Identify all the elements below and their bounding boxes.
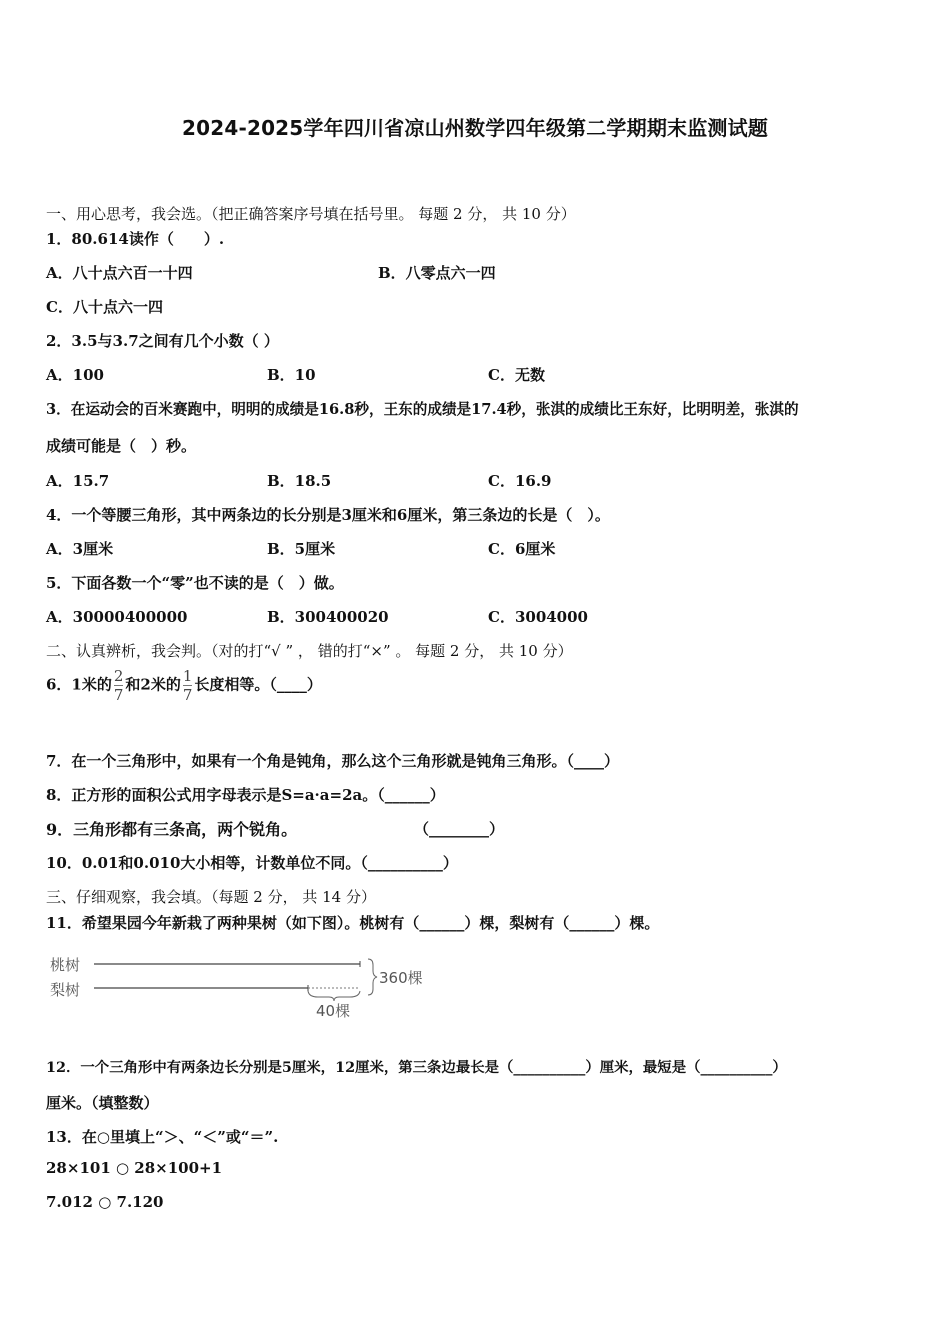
total-brace [368, 959, 377, 995]
question-2: 2．3.5与3.7之间有几个小数（ ） [46, 332, 279, 350]
difference-label: 40棵 [316, 1002, 351, 1020]
q4-option-b: B．5厘米 [267, 540, 336, 558]
question-10: 10．0.01和0.010大小相等，计数单位不同。（__________） [46, 854, 458, 872]
section-3-heading: 三、仔细观察，我会填。（每题 2 分， 共 14 分） [46, 888, 376, 906]
q3-option-c: C．16.9 [488, 472, 552, 490]
q6-text-pre: 6．1米的 [46, 675, 112, 694]
question-8: 8．正方形的面积公式用字母表示是S=a·a=2a。（______） [46, 786, 445, 804]
question-13: 13．在○里填上“＞、“＜”或“＝”. [46, 1128, 279, 1146]
page-title: 2024-2025学年四川省凉山州数学四年级第二学期期末监测试题 [181, 116, 769, 140]
q1-option-a: A．八十点六百一十四 [46, 264, 193, 282]
q1-option-c: C．八十点六一四 [46, 298, 163, 316]
q3-option-a: A．15.7 [46, 472, 110, 490]
section-2-heading: 二、认真辨析，我会判。（对的打“√ ” ， 错的打“×” 。 每题 2 分， 共 10 分） [46, 642, 573, 660]
q6-text-post: 长度相等。（____） [194, 675, 322, 694]
q2-option-c: C．无数 [488, 366, 545, 384]
q13-comparison-1: 28×101 ○ 28×100+1 [46, 1159, 223, 1177]
q2-option-b: B．10 [267, 366, 316, 384]
question-3-cont: 成绩可能是（ ）秒。 [46, 437, 197, 455]
q9-answer-blank: （________） [414, 820, 505, 838]
question-12-cont: 厘米。（填整数） [46, 1094, 159, 1112]
q4-option-a: A．3厘米 [46, 540, 114, 558]
question-6 [46, 668, 322, 703]
question-4: 4．一个等腰三角形，其中两条边的长分别是3厘米和6厘米，第三条边的长是（ ）。 [46, 506, 610, 524]
fraction-numerator: 1 [182, 667, 193, 685]
fraction-two-sevenths [114, 668, 124, 703]
label-pear-trees: 梨树 [50, 981, 81, 999]
fraction-denominator: 7 [182, 686, 193, 704]
fraction-denominator: 7 [113, 686, 124, 704]
question-7: 7．在一个三角形中，如果有一个角是钝角，那么这个三角形就是钝角三角形。（____） [46, 752, 619, 770]
fraction-numerator: 2 [113, 667, 124, 685]
question-12: 12．一个三角形中有两条边长分别是5厘米，12厘米，第三条边最长是（__________）厘米，最短是（__________） [46, 1059, 787, 1076]
q4-option-c: C．6厘米 [488, 540, 556, 558]
question-9: 9．三角形都有三条高，两个锐角。 [46, 820, 298, 839]
section-1-heading: 一、用心思考，我会选。（把正确答案序号填在括号里。 每题 2 分， 共 10 分） [46, 205, 576, 223]
total-label: 360棵 [379, 969, 423, 987]
question-5: 5．下面各数一个“零”也不读的是（ ）做。 [46, 574, 344, 592]
q6-text-mid: 和2米的 [125, 675, 181, 694]
question-3: 3．在运动会的百米赛跑中，明明的成绩是16.8秒，王东的成绩是17.4秒，张淇的成绩比王东好，比明明差，张淇的 [46, 401, 799, 418]
question-1: 1．80.614读作（ ）. [46, 230, 225, 248]
fruit-tree-line-diagram [46, 948, 446, 1026]
q2-option-a: A．100 [46, 366, 104, 384]
q5-option-a: A．30000400000 [46, 608, 188, 626]
question-11: 11．希望果园今年新栽了两种果树（如下图）。桃树有（______）棵，梨树有（______）棵。 [46, 914, 660, 932]
fraction-one-seventh [183, 668, 193, 703]
q5-option-c: C．3004000 [488, 608, 588, 626]
q5-option-b: B．300400020 [267, 608, 389, 626]
q3-option-b: B．18.5 [267, 472, 332, 490]
difference-brace [308, 991, 360, 1001]
q1-option-b: B．八零点六一四 [378, 264, 496, 282]
q13-comparison-2: 7.012 ○ 7.120 [46, 1193, 164, 1211]
label-peach-trees: 桃树 [50, 956, 81, 974]
